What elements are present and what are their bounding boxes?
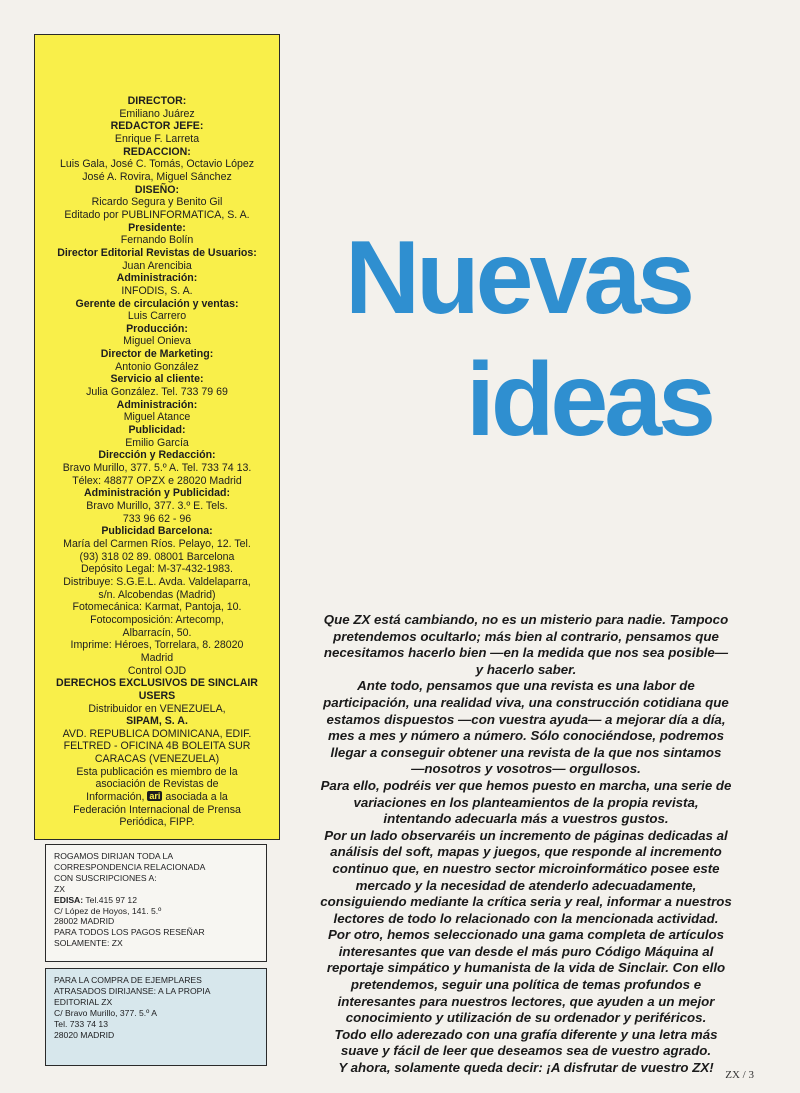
headline-line-1: Nuevas xyxy=(345,220,691,336)
body-line: suave y fácil de leer que deseamos sea de vuestro agrado. xyxy=(340,1043,712,1059)
staff-text: Emiliano Juárez xyxy=(119,107,195,120)
staff-text: Depósito Legal: M-37-432-1983. xyxy=(81,563,233,576)
staff-line xyxy=(35,601,279,614)
staff-text: DIRECTOR: xyxy=(127,95,187,107)
staff-text: REDACCION: xyxy=(123,145,191,158)
staff-text: Fernando Bolín xyxy=(120,234,194,247)
staff-line xyxy=(35,766,279,779)
staff-line xyxy=(35,538,279,551)
staff-text: Enrique F. Larreta xyxy=(114,132,200,145)
body-line: consiguiendo mediante la crítica seria y real, informar a nuestros xyxy=(320,894,732,910)
purchase-line xyxy=(54,986,258,997)
staff-text: Luis Carrero xyxy=(127,310,187,323)
staff-line xyxy=(35,361,279,374)
body-line: conocimiento y utilización de su ordenador y periféricos. xyxy=(345,1010,707,1026)
staff-text: Administración: xyxy=(116,272,198,285)
staff-line xyxy=(35,627,279,640)
purchase-line xyxy=(54,1030,258,1041)
staff-text: Periódica, FIPP. xyxy=(119,816,195,829)
staff-line xyxy=(35,335,279,348)
staff-text: SIPAM, S. A. xyxy=(126,715,188,728)
staff-text: Juan Arencibia xyxy=(122,259,192,272)
staff-text: Publicidad Barcelona: xyxy=(101,525,213,538)
staff-line xyxy=(35,665,279,678)
staff-text: Distribuye: S.G.E.L. Avda. Valdelaparra, xyxy=(63,575,251,588)
staff-text: Fotocomposición: Artecomp, xyxy=(90,613,224,626)
body-line: pretendemos, seguir una política de temas profundos e xyxy=(350,977,702,993)
purchase-line xyxy=(54,975,258,986)
body-line: Para ello, podréis ver que hemos puesto en marcha, una serie de xyxy=(320,777,732,793)
staff-line xyxy=(35,424,279,437)
subscriptions-text: ZX xyxy=(54,883,65,894)
staff-line xyxy=(35,715,279,728)
staff-text: Dirección y Redacción: xyxy=(98,449,216,462)
staff-text: Ricardo Segura y Benito Gil xyxy=(91,196,223,209)
body-line: Que ZX está cambiando, no es un misterio para nadie. Tampoco xyxy=(323,612,729,627)
subscriptions-text: PARA TODOS LOS PAGOS RESEÑAR xyxy=(54,927,205,938)
staff-line xyxy=(35,234,279,247)
ari-logo: ari xyxy=(149,791,161,802)
staff-line xyxy=(35,462,279,475)
body-line: pretendemos ocultarlo; más bien al contrario, pensamos que xyxy=(333,628,719,644)
body-line: mes a mes y número a número. Sólo conociéndose, podremos xyxy=(327,728,725,744)
body-line: Por un lado observaréis un incremento de páginas dedicadas al xyxy=(324,827,728,843)
body-line: interesantes para nuestros lectores, que ayuden a un mejor xyxy=(337,993,715,1009)
subscriptions-text: EDISA: xyxy=(54,894,84,905)
subscriptions-line xyxy=(54,916,258,927)
staff-text: Publicidad: xyxy=(128,424,186,437)
body-line: lectores de todo lo relacionado con la mencionada actividad. xyxy=(333,910,719,926)
body-line: interesantes que van desde el más puro Código Máquina al xyxy=(338,943,714,959)
staff-text: CARACAS (VENEZUELA) xyxy=(94,753,220,766)
staff-text: Gerente de circulación y ventas: xyxy=(75,297,239,310)
staff-text: Miguel Atance xyxy=(123,411,191,424)
purchase-line xyxy=(54,997,258,1008)
staff-line xyxy=(35,285,279,298)
staff-line xyxy=(35,133,279,146)
staff-text: Esta publicación es miembro de la xyxy=(76,765,238,778)
body-line: Ante todo, pensamos que una revista es una labor de xyxy=(357,678,695,694)
staff-text: DERECHOS EXCLUSIVOS DE SINCLAIR xyxy=(56,677,258,690)
body-line: Y ahora, solamente queda decir: ¡A disfrutar de vuestro ZX! xyxy=(338,1060,714,1076)
back-issues-box xyxy=(45,968,267,1066)
staff-line xyxy=(35,120,279,133)
subscriptions-line xyxy=(54,938,258,949)
staff-text: Control OJD xyxy=(127,664,187,677)
subscriptions-text: C/ López de Hoyos, 141. 5.º xyxy=(54,905,162,916)
staff-text: Administración: xyxy=(116,398,198,411)
staff-text: (93) 318 02 89. 08001 Barcelona xyxy=(79,550,235,563)
staff-line xyxy=(35,272,279,285)
staff-line xyxy=(35,437,279,450)
body-line: reportaje simpático y humanista de la vida de Sinclair. Con ello xyxy=(326,960,726,976)
staff-line xyxy=(35,551,279,564)
staff-line xyxy=(35,614,279,627)
body-line: mercado y la necesidad de atenderlo adecuadamente, xyxy=(355,877,697,893)
subscriptions-line xyxy=(54,895,258,906)
staff-line xyxy=(35,247,279,260)
purchase-text: EDITORIAL ZX xyxy=(54,996,113,1007)
staff-line xyxy=(35,95,279,108)
staff-line xyxy=(35,778,279,791)
staff-text: Luis Gala, José C. Tomás, Octavio López xyxy=(59,158,255,171)
staff-line xyxy=(35,399,279,412)
subscriptions-text: CON SUSCRIPCIONES A: xyxy=(54,872,157,883)
staff-line xyxy=(35,513,279,526)
staff-text: INFODIS, S. A. xyxy=(121,284,193,297)
staff-text: Información, xyxy=(86,791,145,804)
staff-text: Emilio García xyxy=(125,436,189,449)
staff-text: Federación Internacional de Prensa xyxy=(73,803,241,816)
staff-line xyxy=(35,222,279,235)
staff-line xyxy=(35,791,279,804)
staff-text: Madrid xyxy=(140,651,174,664)
subscriptions-text: SOLAMENTE: ZX xyxy=(54,938,123,949)
body-line: continuo que, en nuestro sector microinformático posee este xyxy=(332,860,720,876)
staff-text-after: asociada a la xyxy=(162,791,228,804)
staff-text: Albarracín, 50. xyxy=(122,626,192,639)
staff-text: Bravo Murillo, 377. 3.º E. Tels. xyxy=(86,500,228,512)
subscriptions-text: CORRESPONDENCIA RELACIONADA xyxy=(54,861,206,872)
subscriptions-line xyxy=(54,851,258,862)
staff-line xyxy=(35,563,279,576)
staff-line xyxy=(35,196,279,209)
staff-text: Fotomecánica: Karmat, Pantoja, 10. xyxy=(72,601,242,614)
body-line: Todo ello aderezado con una grafía diferente y una letra más xyxy=(334,1026,718,1042)
subscriptions-line xyxy=(54,927,258,938)
staff-line xyxy=(35,753,279,766)
staff-text: Servicio al cliente: xyxy=(110,373,204,386)
staff-text: Editado por PUBLINFORMATICA, S. A. xyxy=(64,208,250,221)
body-line: —nosotros y vosotros— orgullosos. xyxy=(411,761,641,777)
staff-line xyxy=(35,487,279,500)
purchase-text: PARA LA COMPRA DE EJEMPLARES xyxy=(54,975,202,985)
body-line: y hacerlo saber. xyxy=(475,661,577,677)
purchase-text: ATRASADOS DIRIJANSE: A LA PROPIA xyxy=(54,985,211,996)
staff-line xyxy=(35,184,279,197)
staff-line xyxy=(35,146,279,159)
staff-text: Antonio González xyxy=(115,360,199,373)
page-number: ZX / 3 xyxy=(725,1069,754,1081)
staff-text: Producción: xyxy=(126,322,188,335)
staff-line xyxy=(35,260,279,273)
body-line: análisis del soft, mapas y juegos, que responde al incremento xyxy=(330,844,722,860)
staff-text: Bravo Murillo, 377. 5.º A. Tel. 733 74 13. xyxy=(62,462,252,475)
staff-line xyxy=(35,525,279,538)
staff-line xyxy=(35,108,279,121)
staff-line xyxy=(35,310,279,323)
staff-text: Director de Marketing: xyxy=(100,348,214,361)
subscriptions-text-after: Tel.415 97 12 xyxy=(83,894,137,905)
staff-line xyxy=(35,411,279,424)
purchase-text: C/ Bravo Murillo, 377. 5.º A xyxy=(54,1007,157,1018)
subscriptions-text: 28002 MADRID xyxy=(54,916,115,927)
staff-text: Director Editorial Revistas de Usuarios: xyxy=(57,246,257,259)
staff-text: 733 96 62 - 96 xyxy=(122,512,192,525)
staff-line xyxy=(35,677,279,690)
staff-text: asociación de Revistas de xyxy=(95,778,219,791)
staff-line xyxy=(35,500,279,513)
staff-text: Télex: 48877 OPZX e 28020 Madrid xyxy=(72,474,242,487)
staff-text: AVD. REPUBLICA DOMINICANA, EDIF. xyxy=(62,727,252,740)
staff-text: REDACTOR JEFE: xyxy=(110,120,204,133)
staff-line xyxy=(35,449,279,462)
staff-line xyxy=(35,348,279,361)
staff-text: DISEÑO: xyxy=(134,183,180,196)
staff-text: s/n. Alcobendas (Madrid) xyxy=(98,588,216,601)
staff-line xyxy=(35,728,279,741)
staff-line xyxy=(35,740,279,753)
staff-text: Julia González. Tel. 733 79 69 xyxy=(86,386,228,399)
staff-line xyxy=(35,639,279,652)
body-line: estamos dispuestos —con vuestra ayuda— a mejorar día a día, xyxy=(326,711,726,727)
editorial-body xyxy=(296,612,756,1077)
purchase-line xyxy=(54,1008,258,1019)
staff-line xyxy=(35,652,279,665)
subscriptions-line xyxy=(54,884,258,895)
staff-line xyxy=(35,589,279,602)
staff-line xyxy=(35,298,279,311)
subscriptions-line xyxy=(54,873,258,884)
body-line: participación, una realidad viva, una construcción cotidiana que xyxy=(323,694,729,710)
staff-line xyxy=(35,323,279,336)
body-line: llegar a conseguir obtener una revista de la que nos sintamos xyxy=(330,744,722,760)
staff-line xyxy=(35,171,279,184)
subscriptions-text: ROGAMOS DIRIJAN TODA LA xyxy=(54,851,174,861)
staff-line xyxy=(35,209,279,222)
staff-line xyxy=(35,373,279,386)
staff-text: Presidente: xyxy=(128,221,186,234)
staff-credits-panel xyxy=(34,34,280,840)
staff-text: FELTRED - OFICINA 4B BOLEITA SUR xyxy=(63,740,251,753)
staff-line xyxy=(35,158,279,171)
staff-text: USERS xyxy=(138,689,176,702)
body-line: necesitamos hacerlo bien —en la medida que nos sea posible— xyxy=(323,645,729,661)
staff-line xyxy=(35,386,279,399)
body-line: variaciones en los planteamientos de la propia revista, xyxy=(353,794,699,810)
staff-text: Distribuidor en VENEZUELA, xyxy=(88,702,226,715)
purchase-text: 28020 MADRID xyxy=(54,1029,115,1040)
staff-text: Miguel Onieva xyxy=(123,335,191,348)
staff-line xyxy=(35,690,279,703)
subscriptions-line xyxy=(54,906,258,917)
purchase-text: Tel. 733 74 13 xyxy=(54,1018,108,1029)
staff-text: María del Carmen Ríos. Pelayo, 12. Tel. xyxy=(63,537,251,550)
subscriptions-line xyxy=(54,862,258,873)
staff-line xyxy=(35,475,279,488)
staff-line xyxy=(35,576,279,589)
staff-text: Administración y Publicidad: xyxy=(84,487,230,500)
subscriptions-box xyxy=(45,844,267,962)
staff-line xyxy=(35,703,279,716)
headline-line-2: ideas xyxy=(466,342,712,458)
staff-line xyxy=(35,804,279,817)
staff-text: Imprime: Héroes, Torrelara, 8. 28020 xyxy=(70,639,244,652)
purchase-line xyxy=(54,1019,258,1030)
body-line: intentando adecuarla más a vuestros gustos. xyxy=(383,811,669,827)
body-line: Por otro, hemos seleccionado una gama completa de artículos xyxy=(327,927,725,943)
staff-line xyxy=(35,816,279,829)
staff-text: José A. Rovira, Miguel Sánchez xyxy=(82,170,232,183)
